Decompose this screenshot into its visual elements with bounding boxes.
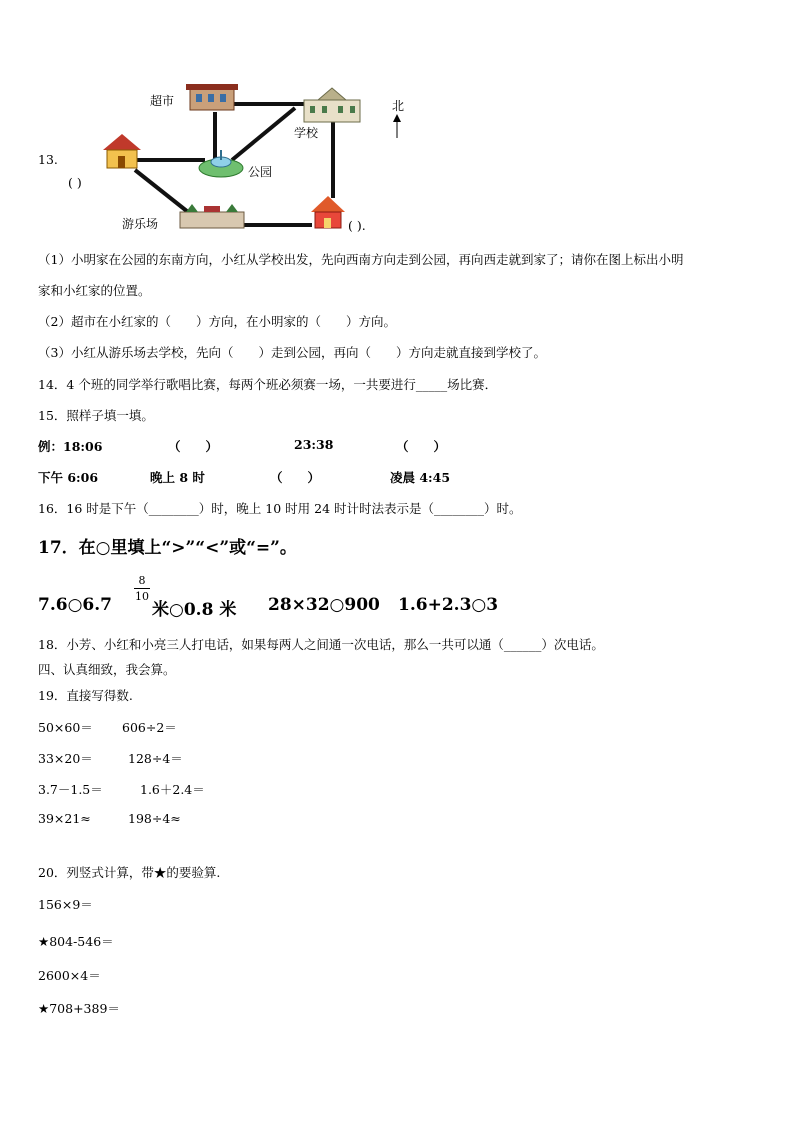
q15-r2-blank[interactable]: （ ） (270, 470, 321, 485)
q17-fraction (134, 574, 150, 603)
q15-r2-dawn: 凌晨 4:45 (390, 470, 451, 485)
label-north: 北 (392, 99, 405, 113)
q17-item2: 米○0.8 米 (152, 600, 237, 620)
q20-item3: 2600×4＝ (38, 968, 101, 983)
q17-item4: 1.6+2.3○3 (398, 595, 499, 615)
supermarket-icon (186, 84, 238, 110)
q19-title: 19．直接写得数. (38, 688, 133, 703)
direction-map (0, 0, 794, 240)
amusement-park-icon (180, 204, 244, 228)
label-school: 学校 (294, 126, 319, 140)
q20-item4: ★708+389＝ (38, 1001, 120, 1016)
q15-r2-evening: 晚上 8 时 (150, 470, 205, 485)
fraction-bar (134, 588, 150, 589)
q13-part1-line1: （1）小明家在公园的东南方向，小红从学校出发，先向西南方向走到公园，再向西走就到家了；请你在图上标出小明 (38, 252, 684, 267)
q15-title: 15．照样子填一填。 (38, 408, 154, 423)
q19-r2-b: 128÷4＝ (128, 751, 183, 766)
north-arrow-icon (393, 114, 401, 138)
q14: 14．4 个班的同学举行歌唱比赛，每两个班必须赛一场，一共要进行_____场比赛． (38, 377, 498, 392)
label-supermarket: 超市 (150, 94, 175, 108)
q19-r2-a: 33×20＝ (38, 751, 93, 766)
q19-r3-b: 1.6＋2.4＝ (140, 782, 205, 797)
q15-r1-blank2[interactable]: （ ） (396, 439, 447, 454)
section-four-heading: 四、认真细致，我会算。 (38, 662, 176, 677)
answer-blank-right-house[interactable]: ( ). (348, 218, 366, 233)
q20-item2: ★804-546＝ (38, 934, 114, 949)
q15-r1-example: 例：18:06 (38, 439, 103, 454)
q13-part2: （2）超市在小红家的（ ）方向，在小明家的（ ）方向。 (38, 314, 396, 329)
label-amusement-park: 游乐场 (122, 217, 159, 231)
q13-part1-line2: 家和小红家的位置。 (38, 283, 151, 298)
q15-r2-afternoon: 下午 6:06 (38, 470, 99, 485)
q18: 18．小芳、小红和小亮三人打电话，如果每两人之间通一次电话，那么一共可以通（______）次电话。 (38, 637, 604, 652)
house-left-icon (103, 134, 141, 168)
q15-r1-time: 23:38 (294, 437, 334, 452)
house-right-icon (311, 196, 345, 228)
q16: 16．16 时是下午（________）时，晚上 10 时用 24 时计时法表示是（________）时。 (38, 501, 522, 516)
q20-title: 20．列竖式计算，带★的要验算. (38, 865, 221, 880)
fraction-numerator: 8 (138, 574, 146, 587)
q19-r4-b: 198÷4≈ (128, 811, 181, 826)
q13-part3: （3）小红从游乐场去学校，先向（ ）走到公园，再向（ ）方向走就直接到学校了。 (38, 345, 546, 360)
q17-item1: 7.6○6.7 (38, 595, 112, 615)
q15-r1-blank1[interactable]: （ ） (168, 439, 219, 454)
q19-r3-a: 3.7－1.5＝ (38, 782, 103, 797)
q20-item1: 156×9＝ (38, 897, 93, 912)
q17-item3: 28×32○900 (268, 595, 380, 615)
label-park: 公园 (248, 165, 273, 179)
q19-r1-b: 606÷2＝ (122, 720, 177, 735)
answer-blank-left-house[interactable]: ( ) (68, 175, 82, 190)
q17-title: 17．在○里填上“>”“<”或“=”。 (38, 538, 297, 558)
q19-r1-a: 50×60＝ (38, 720, 93, 735)
q13-number: 13. (38, 152, 58, 167)
fraction-denominator: 10 (135, 590, 149, 603)
q19-r4-a: 39×21≈ (38, 811, 91, 826)
school-icon (304, 88, 360, 122)
